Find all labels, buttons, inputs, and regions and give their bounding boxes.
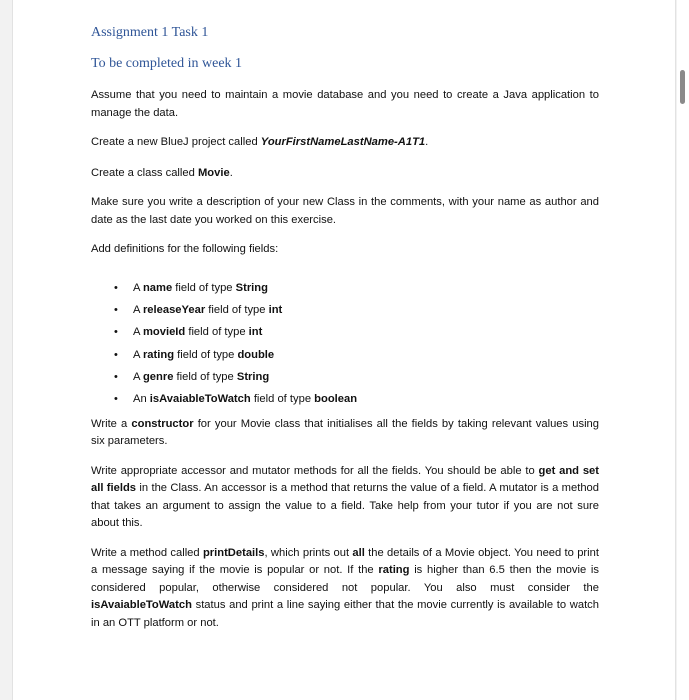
print-method-name: printDetails: [202, 546, 265, 559]
class-name: Movie: [197, 166, 230, 179]
list-item: [113, 391, 599, 413]
list-item: [113, 280, 599, 302]
field-article: A: [133, 303, 143, 316]
print-text-1: Write a method called: [91, 546, 203, 559]
print-available-field: isAvaiableToWatch: [91, 599, 192, 612]
field-article: A: [133, 326, 143, 339]
class-period: .: [229, 166, 233, 179]
field-article: A: [133, 371, 143, 384]
constructor-text-rest: for your Movie class that initialises all the fields by taking relevant values using six parameters.: [91, 417, 599, 448]
class-text: Create a class called: [91, 166, 198, 179]
field-name: rating: [142, 348, 175, 361]
bullet-icon: •: [114, 348, 118, 361]
field-mid: field of type: [174, 348, 238, 361]
project-paragraph: [91, 134, 599, 152]
bullet-icon: •: [114, 281, 118, 294]
field-type: double: [237, 348, 275, 361]
field-type: String: [236, 371, 270, 384]
field-name: movieId: [142, 326, 186, 339]
project-text: Create a new BlueJ project called: [91, 136, 261, 148]
field-article: A: [133, 281, 143, 294]
accessor-set: and set all fields: [91, 464, 599, 495]
list-item: [113, 369, 599, 391]
field-type: String: [235, 281, 268, 294]
print-text-4: is higher than 6.5 then the movie is considered popular, otherwise considered not popular. You also must consider the: [91, 564, 599, 594]
field-mid: field of type: [173, 371, 237, 384]
description-paragraph: Make sure you write a description of your new Class in the comments, with your name as author and date as the last date you worked on this exercise.: [91, 196, 599, 226]
list-item: [113, 347, 599, 369]
list-item: [113, 302, 599, 324]
document-title: Assignment 1 Task 1: [91, 25, 209, 40]
constructor-paragraph: [91, 416, 599, 451]
print-rating: rating: [378, 564, 410, 577]
class-paragraph: [91, 165, 599, 183]
add-definitions-paragraph: Add definitions for the following fields:: [91, 243, 279, 255]
accessor-text-rest: in the Class. An accessor is a method that returns the value of a field. A mutator is a method that takes an argument to assign the value to a field. Take help from your tutor if you are not sure about this.: [91, 482, 599, 530]
field-name: name: [142, 281, 173, 294]
field-mid: field of type: [172, 281, 236, 294]
intro-paragraph: Assume that you need to maintain a movie database and you need to create a Java application to manage the data.: [91, 89, 599, 119]
field-type: boolean: [314, 393, 358, 406]
bullet-icon: •: [114, 326, 118, 339]
bullet-icon: •: [114, 371, 118, 384]
field-mid: field of type: [185, 326, 249, 339]
document-content: [91, 24, 599, 632]
vertical-scrollbar[interactable]: [677, 0, 689, 700]
print-text-5: status and print a line saying either that the movie currently is available to watch in an OTT platform or not.: [91, 599, 599, 629]
print-text-2: , which prints out: [264, 546, 353, 559]
project-name: YourFirstNameLastName-A1T1: [260, 136, 426, 148]
field-name: genre: [142, 371, 174, 384]
field-mid: field of type: [205, 303, 269, 316]
field-type: int: [268, 303, 283, 316]
document-subtitle: To be completed in week 1: [91, 56, 243, 71]
field-name: releaseYear: [142, 303, 206, 316]
field-article: A: [133, 348, 143, 361]
field-mid: field of type: [250, 393, 315, 406]
accessor-text: Write appropriate accessor and mutator methods for all the fields. You should be able to: [91, 464, 539, 477]
print-text-3: the details of a Movie object. You need to print a message saying if the movie is popular or not. If the: [91, 546, 599, 577]
bullet-icon: •: [114, 303, 118, 316]
print-details-paragraph: [91, 545, 599, 633]
constructor-keyword: constructor: [131, 417, 194, 430]
constructor-text: Write a: [91, 417, 132, 430]
scrollbar-thumb[interactable]: [680, 70, 685, 104]
accessor-paragraph: [91, 463, 599, 533]
project-period: .: [425, 136, 429, 148]
fields-list: [91, 280, 599, 414]
print-all: all: [352, 546, 365, 559]
field-type: int: [248, 326, 263, 339]
field-name: isAvaiableToWatch: [149, 393, 251, 406]
accessor-get: get: [538, 464, 556, 477]
list-item: [113, 324, 599, 346]
bullet-icon: •: [114, 393, 118, 406]
field-article: An: [133, 393, 150, 406]
